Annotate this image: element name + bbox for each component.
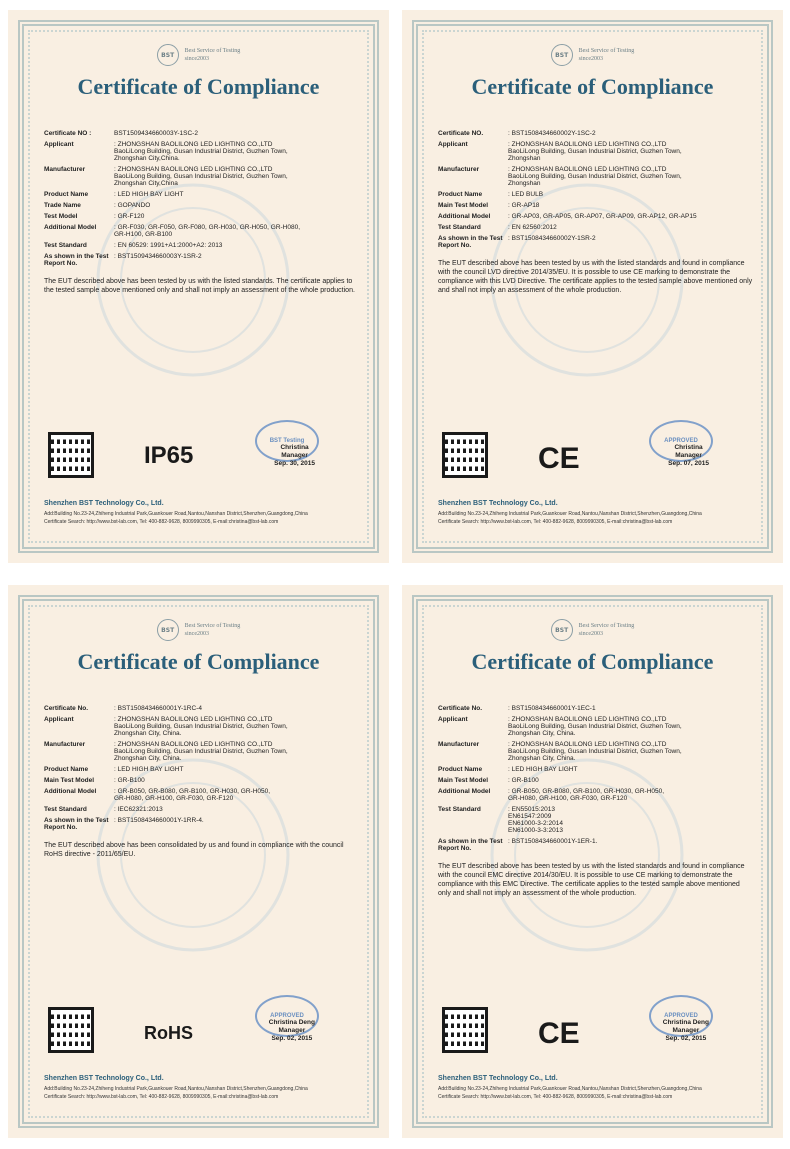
field-value: : LED HIGH BAY LIGHT xyxy=(114,766,184,773)
compliance-statement: The EUT described above has been consolidated by us and found in compliance with the council RoHS directive - 2011/65/EU. xyxy=(44,842,344,858)
signer-block xyxy=(269,1019,315,1043)
signer-name: Christina xyxy=(280,444,309,451)
cert-footer xyxy=(438,1075,757,1101)
approval-stamp-icon: APPROVED xyxy=(649,995,713,1037)
cert-body xyxy=(44,705,359,859)
field-label: Additional Model xyxy=(438,788,491,795)
field-value: : BST1508434660001Y-1EC-1 xyxy=(508,705,596,712)
field-value: : ZHONGSHAN BAOLILONG LED LIGHTING CO.,LTD BaoLiLong Building, Gusan Industrial District, Guzhen Town, Zhongshan City,China xyxy=(114,166,288,187)
tagline-line: Best Service of Testing xyxy=(184,48,241,54)
footer-contact: Certificate Search: http://www.bst-lab.com, Tel: 400-882-9628, 8009990305, E-mail:christina@bst-lab.com xyxy=(44,1094,279,1100)
footer-company: Shenzhen BST Technology Co., Ltd. xyxy=(44,500,164,507)
field-value: : ZHONGSHAN BAOLILONG LED LIGHTING CO.,LTD BaoLiLong Building, Gusan Industrial District, Guzhen Town, Zhongshan City, China. xyxy=(114,716,288,737)
field-row xyxy=(438,235,753,249)
cert-title: Certificate of Compliance xyxy=(77,649,320,674)
footer-address: Add:Building No.23-24,Zhiheng Industrial Park,Guankouer Road,Nantou,Nanshan District,Shenzhen,Guangdong,China xyxy=(44,1086,308,1092)
field-label: Applicant xyxy=(44,141,74,148)
logo-row xyxy=(402,613,783,647)
field-label: Applicant xyxy=(438,716,468,723)
footer-company: Shenzhen BST Technology Co., Ltd. xyxy=(438,1075,558,1082)
cert-body xyxy=(438,130,753,295)
field-value: : GR-F120 xyxy=(114,213,145,220)
field-label: Certificate NO : xyxy=(44,130,92,137)
field-value: : GR-B100 xyxy=(114,777,145,784)
field-value: : ZHONGSHAN BAOLILONG LED LIGHTING CO.,LTD BaoLiLong Building, Gusan Industrial District, Guzhen Town, Zhongshan City,China. xyxy=(114,141,288,162)
bst-seal-icon: BST xyxy=(157,44,179,66)
field-label: Main Test Model xyxy=(438,777,489,784)
field-value: : GOPANDO xyxy=(114,202,151,209)
field-row xyxy=(438,213,753,220)
field-label: Trade Name xyxy=(44,202,81,209)
field-value: : BST1508434660001Y-1ER-1. xyxy=(508,838,598,845)
field-value: : BST1508434660002Y-1SR-2 xyxy=(508,235,596,242)
field-row xyxy=(44,213,359,220)
signer-name: Christina Deng xyxy=(662,1019,709,1026)
tagline-line: since2003 xyxy=(184,56,209,62)
compliance-mark: IP65 xyxy=(144,442,194,469)
field-row xyxy=(438,202,753,209)
field-value: : EN55015:2013 EN61547:2009 EN61000-3-2:2014 EN61000-3-3:2013 xyxy=(508,806,563,834)
bst-seal-icon: BST xyxy=(551,44,573,66)
field-row xyxy=(44,806,359,813)
compliance-mark: RoHS xyxy=(144,1023,193,1043)
field-value: : ZHONGSHAN BAOLILONG LED LIGHTING CO.,LTD BaoLiLong Building, Gusan Industrial District, Guzhen Town, Zhongshan City, China. xyxy=(508,741,682,762)
bst-seal-icon: BST xyxy=(157,619,179,641)
field-value: : GR-B050, GR-B080, GR-B100, GR-H030, GR-H050, GR-H080, GR-H100, GR-F030, GR-F120 xyxy=(114,788,271,802)
signer-name: Christina Deng xyxy=(268,1019,315,1026)
compliance-mark: CE xyxy=(538,1017,580,1050)
qr-code-icon[interactable] xyxy=(48,432,94,478)
signer-title: Manager xyxy=(281,452,308,459)
field-row xyxy=(438,716,753,737)
footer-company: Shenzhen BST Technology Co., Ltd. xyxy=(438,500,558,507)
field-label: Product Name xyxy=(438,766,483,773)
field-row xyxy=(44,788,359,802)
field-value: : GR-B100 xyxy=(508,777,539,784)
cert-footer xyxy=(438,500,757,526)
signer-block xyxy=(663,1019,709,1043)
signer-block xyxy=(668,444,709,468)
field-value: : BST1508434660002Y-1SC-2 xyxy=(508,130,596,137)
field-row xyxy=(438,788,753,802)
signer-block xyxy=(274,444,315,468)
footer-contact: Certificate Search: http://www.bst-lab.com, Tel: 400-882-9628, 8009990305, E-mail:christina@bst-lab.com xyxy=(438,519,673,525)
field-row xyxy=(438,166,753,187)
cert-footer xyxy=(44,500,363,526)
field-value: : BST1508434660001Y-1RC-4 xyxy=(114,705,202,712)
field-label: Product Name xyxy=(44,191,89,198)
field-row xyxy=(44,242,359,249)
bst-seal-icon: BST xyxy=(551,619,573,641)
field-label: Applicant xyxy=(438,141,468,148)
approval-stamp-icon: APPROVED xyxy=(649,420,713,462)
field-label: Additional Model xyxy=(44,788,97,795)
field-row xyxy=(44,202,359,209)
cert-3 xyxy=(8,585,389,1138)
field-label: Test Standard xyxy=(44,806,87,813)
field-row xyxy=(44,224,359,238)
field-row xyxy=(438,141,753,162)
signer-title: Manager xyxy=(675,452,702,459)
tagline xyxy=(579,622,635,638)
field-value: : LED BULB xyxy=(508,191,544,198)
compliance-mark: CE xyxy=(538,442,580,475)
tagline-line: Best Service of Testing xyxy=(578,623,635,629)
field-value: : EN 62560:2012 xyxy=(508,224,557,231)
approval-stamp-icon: BST Testing xyxy=(255,420,319,462)
footer-address: Add:Building No.23-24,Zhiheng Industrial Park,Guankouer Road,Nantou,Nanshan District,Shenzhen,Guangdong,China xyxy=(438,1086,702,1092)
field-label: Manufacturer xyxy=(44,166,86,173)
field-row xyxy=(438,838,753,852)
signer-date: Sep. 07, 2015 xyxy=(668,460,709,467)
field-value: : LED HIGH BAY LIGHT xyxy=(114,191,184,198)
tagline-line: since2003 xyxy=(184,631,209,637)
tagline-line: since2003 xyxy=(578,56,603,62)
logo-row xyxy=(8,613,389,647)
tagline-line: since2003 xyxy=(578,631,603,637)
field-label: Manufacturer xyxy=(438,166,480,173)
footer-address: Add:Building No.23-24,Zhiheng Industrial Park,Guankouer Road,Nantou,Nanshan District,Shenzhen,Guangdong,China xyxy=(44,511,308,517)
field-row xyxy=(44,253,359,267)
qr-code-icon[interactable] xyxy=(48,1007,94,1053)
field-value: : GR-AP18 xyxy=(508,202,540,209)
field-row xyxy=(438,224,753,231)
field-row xyxy=(44,777,359,784)
cert-bottom xyxy=(44,430,359,490)
qr-code-icon[interactable] xyxy=(442,1007,488,1053)
field-label: As shown in the Test Report No. xyxy=(44,817,109,831)
cert-1 xyxy=(8,10,389,563)
qr-code-icon[interactable] xyxy=(442,432,488,478)
field-value: : LED HIGH BAY LIGHT xyxy=(508,766,578,773)
approval-stamp-icon: APPROVED xyxy=(255,995,319,1037)
cert-2 xyxy=(402,10,783,563)
field-label: Product Name xyxy=(44,766,89,773)
field-label: Test Standard xyxy=(44,242,87,249)
field-row xyxy=(438,130,753,137)
tagline xyxy=(579,47,635,63)
field-value: : BST1508434660001Y-1RR-4. xyxy=(114,817,204,824)
signer-title: Manager xyxy=(672,1027,700,1034)
cert-footer xyxy=(44,1075,363,1101)
field-row xyxy=(438,705,753,712)
logo-row xyxy=(8,38,389,72)
field-label: As shown in the Test Report No. xyxy=(438,235,503,249)
field-row xyxy=(438,777,753,784)
field-row xyxy=(438,191,753,198)
footer-address: Add:Building No.23-24,Zhiheng Industrial Park,Guankouer Road,Nantou,Nanshan District,Shenzhen,Guangdong,China xyxy=(438,511,702,517)
field-label: Certificate No. xyxy=(438,705,483,712)
field-row xyxy=(438,806,753,834)
tagline-line: Best Service of Testing xyxy=(578,48,635,54)
compliance-statement: The EUT described above has been tested by us with the listed standards. The certificate applies to the tested sample above mentioned only and shall not imply an assessment of the whole production. xyxy=(44,278,355,294)
field-value: : GR-F030, GR-F050, GR-F080, GR-H030, GR-H050, GR-H080, GR-H100, GR-B100 xyxy=(114,224,301,238)
tagline xyxy=(185,622,241,638)
field-label: Manufacturer xyxy=(438,741,480,748)
field-label: Certificate No. xyxy=(44,705,89,712)
field-value: : ZHONGSHAN BAOLILONG LED LIGHTING CO.,LTD BaoLiLong Building, Gusan Industrial District, Guzhen Town, Zhongshan City, China. xyxy=(114,741,288,762)
field-value: : GR-B050, GR-B080, GR-B100, GR-H030, GR-H050, GR-H080, GR-H100, GR-F030, GR-F120 xyxy=(508,788,665,802)
field-row xyxy=(44,166,359,187)
tagline-line: Best Service of Testing xyxy=(184,623,241,629)
signer-date: Sep. 02, 2015 xyxy=(665,1035,707,1042)
field-label: As shown in the Test Report No. xyxy=(438,838,503,852)
field-row xyxy=(44,141,359,162)
field-value: : IEC62321:2013 xyxy=(114,806,163,813)
cert-title: Certificate of Compliance xyxy=(471,74,714,99)
field-value: : ZHONGSHAN BAOLILONG LED LIGHTING CO.,LTD BaoLiLong Building, Gusan Industrial District, Guzhen Town, Zhongshan xyxy=(508,141,682,162)
field-label: Test Standard xyxy=(438,806,481,813)
field-label: Certificate NO. xyxy=(438,130,484,137)
field-value: : ZHONGSHAN BAOLILONG LED LIGHTING CO.,LTD BaoLiLong Building, Gusan Industrial District, Guzhen Town, Zhongshan City, China. xyxy=(508,716,682,737)
footer-company: Shenzhen BST Technology Co., Ltd. xyxy=(44,1075,164,1082)
field-value: : BST1509434660003Y-1SR-2 xyxy=(114,253,202,260)
signer-date: Sep. 02, 2015 xyxy=(271,1035,313,1042)
field-label: Main Test Model xyxy=(438,202,489,209)
field-label: Additional Model xyxy=(44,224,97,231)
field-row xyxy=(44,766,359,773)
signer-title: Manager xyxy=(278,1027,306,1034)
compliance-statement: The EUT described above has been tested by us with the listed standards and found in compliance with the council EMC directive 2014/30/EU. It is possible to use CE marking to demonstrate the compliance with this EMC Directive. The certificate applies to the tested sample above mentioned only and shall not imply an assessment of the whole production. xyxy=(438,863,745,897)
cert-bottom xyxy=(438,1005,753,1065)
field-row xyxy=(438,741,753,762)
footer-contact: Certificate Search: http://www.bst-lab.com, Tel: 400-882-9628, 8009990305, E-mail:christina@bst-lab.com xyxy=(438,1094,673,1100)
field-row xyxy=(44,716,359,737)
compliance-statement: The EUT described above has been tested by us with the listed standards and found in compliance with the council LVD directive 2014/35/EU. It is possible to use CE marking to demonstrate the compliance with this LVD Directive. The certificate applies to the tested sample above mentioned only and shall not imply an assessment of the whole production. xyxy=(438,260,753,294)
field-row xyxy=(44,705,359,712)
field-row xyxy=(44,817,359,831)
field-label: As shown in the Test Report No. xyxy=(44,253,109,267)
field-label: Main Test Model xyxy=(44,777,95,784)
cert-title: Certificate of Compliance xyxy=(77,74,320,99)
cert-title: Certificate of Compliance xyxy=(471,649,714,674)
field-row xyxy=(44,130,359,137)
field-value: : EN 60529: 1991+A1:2000+A2: 2013 xyxy=(114,242,223,249)
footer-contact: Certificate Search: http://www.bst-lab.com, Tel: 400-882-9628, 8009990305, E-mail:christina@bst-lab.com xyxy=(44,519,279,525)
field-label: Additional Model xyxy=(438,213,491,220)
cert-bottom xyxy=(44,1005,359,1065)
field-label: Test Standard xyxy=(438,224,481,231)
field-label: Manufacturer xyxy=(44,741,86,748)
field-row xyxy=(438,766,753,773)
cert-4 xyxy=(402,585,783,1138)
field-row xyxy=(44,191,359,198)
cert-bottom xyxy=(438,430,753,490)
field-label: Product Name xyxy=(438,191,483,198)
field-label: Applicant xyxy=(44,716,74,723)
field-value: : ZHONGSHAN BAOLILONG LED LIGHTING CO.,LTD BaoLiLong Building, Gusan Industrial District, Guzhen Town, Zhongshan xyxy=(508,166,682,187)
tagline xyxy=(185,47,241,63)
field-value: : GR-AP03, GR-AP05, GR-AP07, GR-AP09, GR-AP12, GR-AP15 xyxy=(508,213,697,220)
field-label: Test Model xyxy=(44,213,78,220)
signer-date: Sep. 30, 2015 xyxy=(274,460,315,467)
field-value: BST1509434660003Y-1SC-2 xyxy=(114,130,198,137)
signer-name: Christina xyxy=(674,444,703,451)
field-row xyxy=(44,741,359,762)
cert-body xyxy=(438,705,753,898)
cert-body xyxy=(44,130,359,295)
logo-row xyxy=(402,38,783,72)
